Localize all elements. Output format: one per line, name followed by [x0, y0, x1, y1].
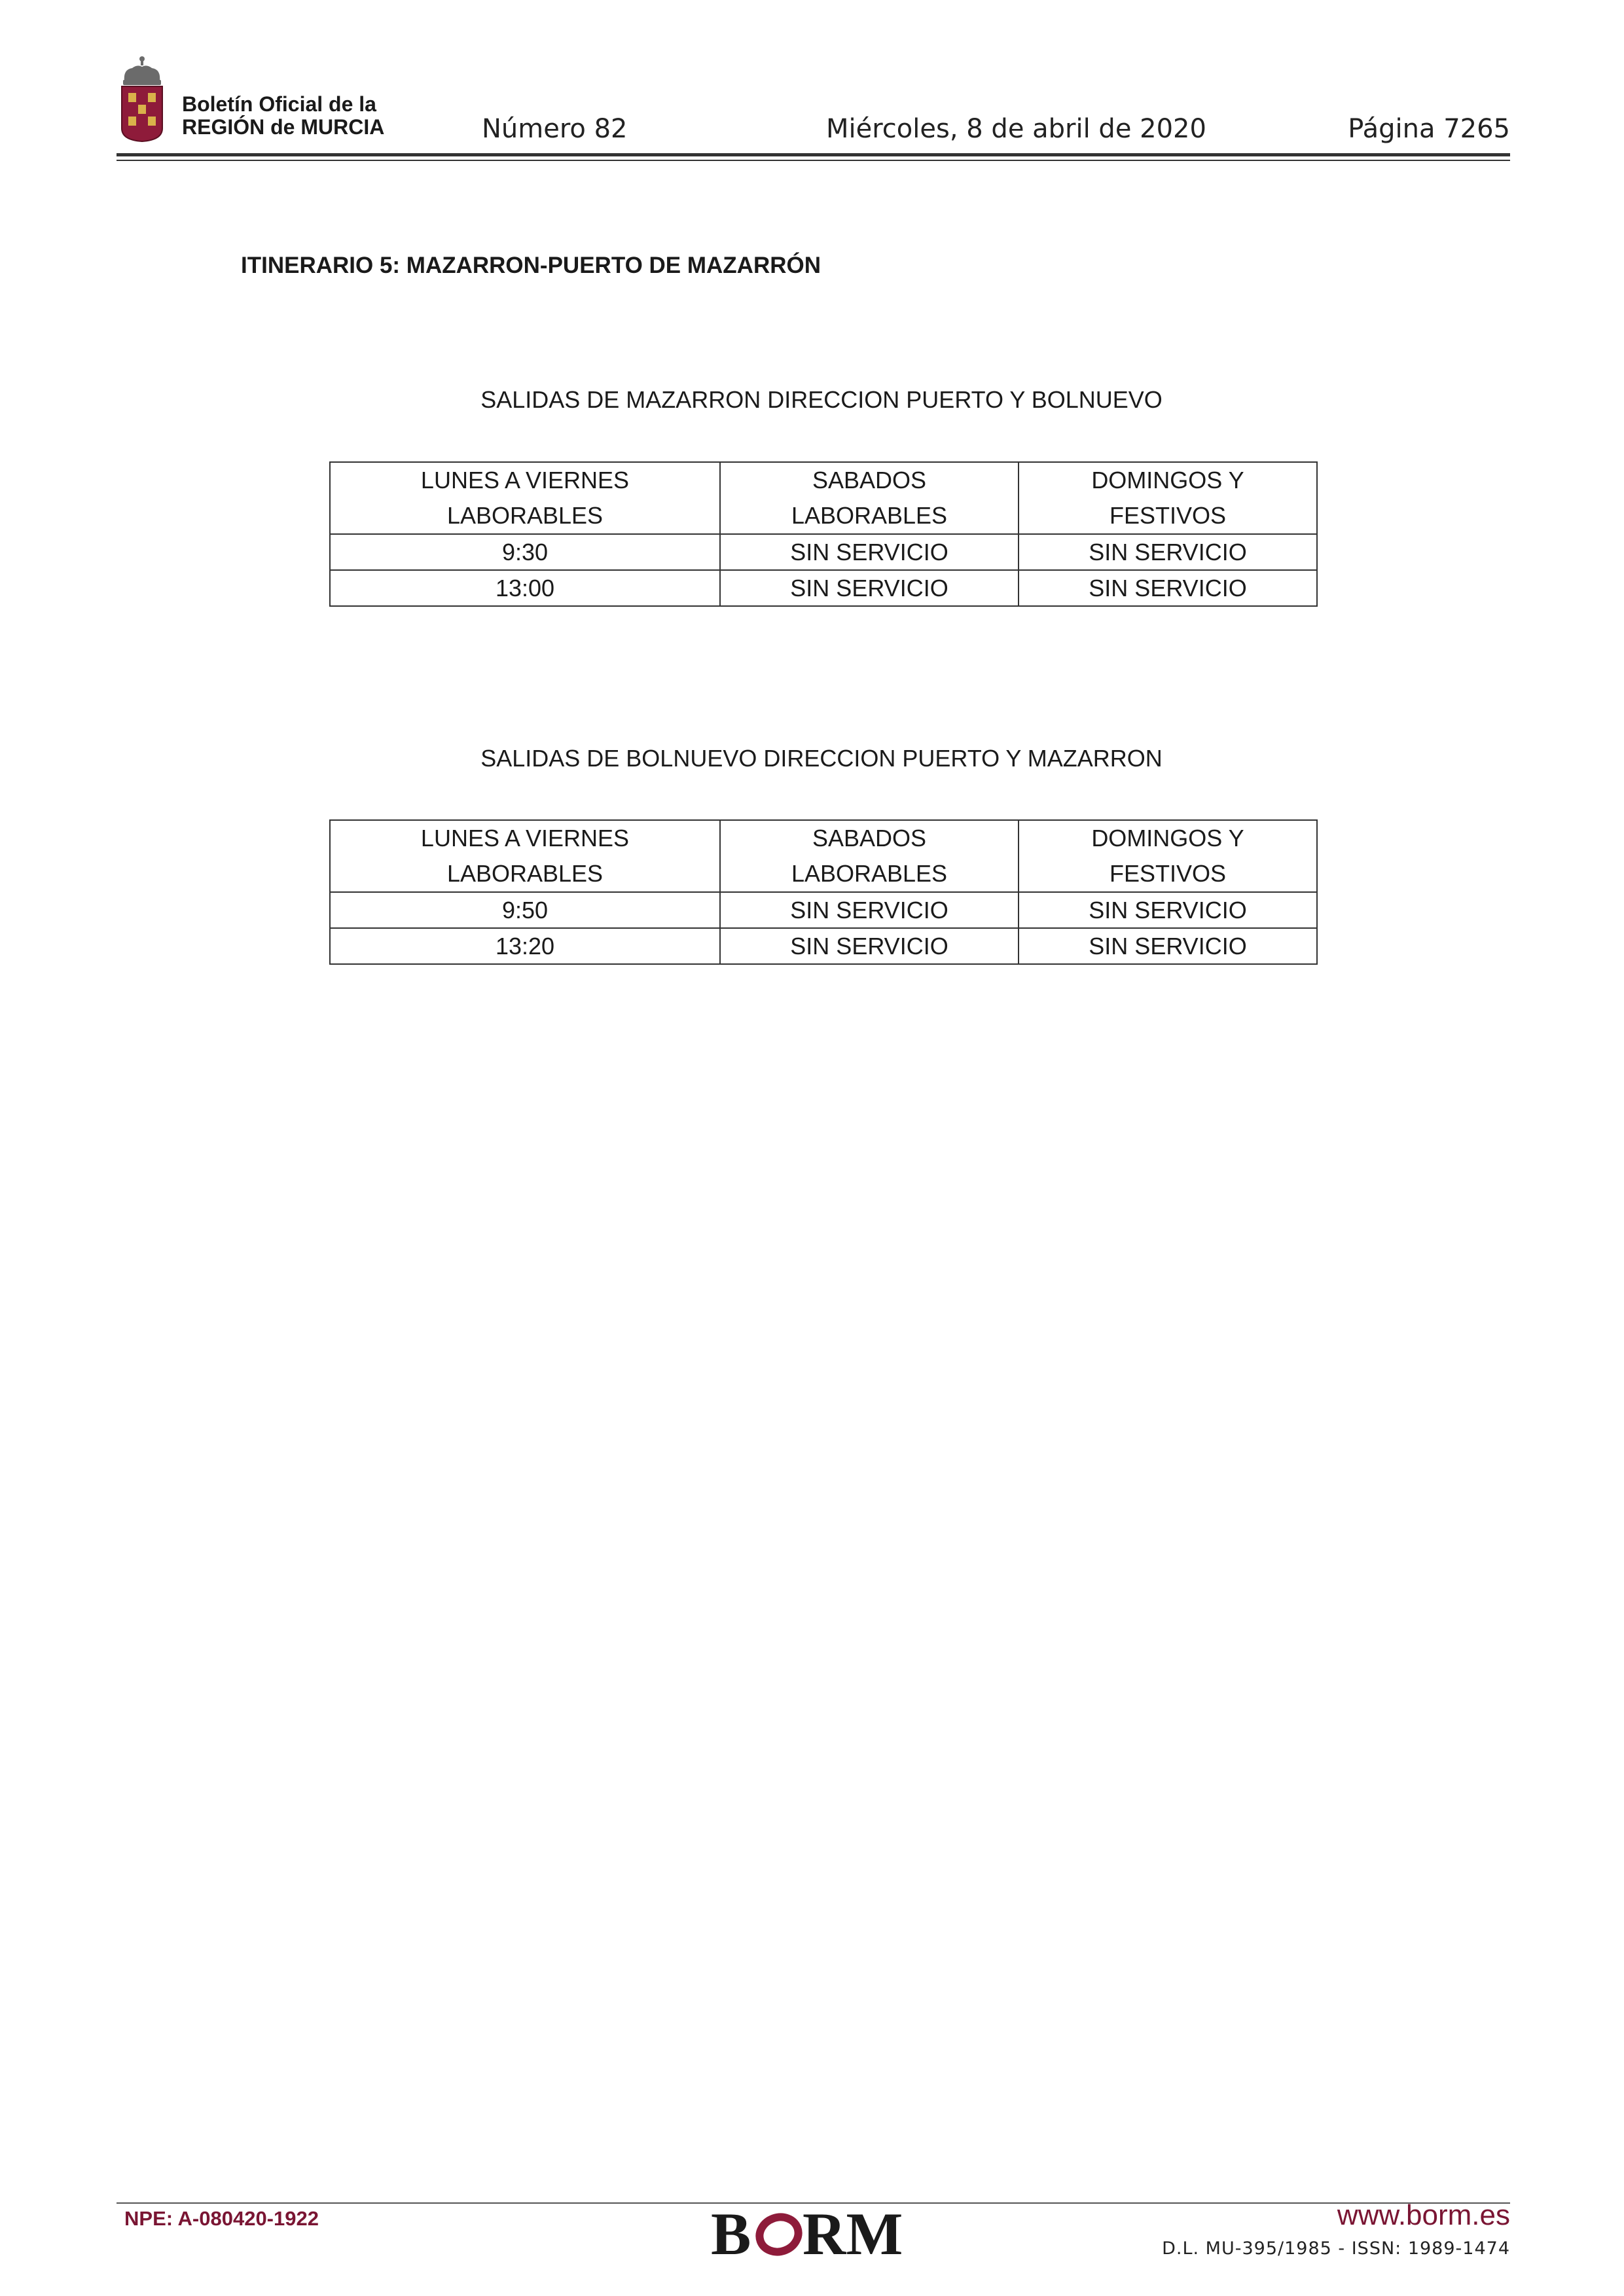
column-header-line: LABORABLES — [446, 860, 604, 887]
website-link[interactable]: www.borm.es — [1337, 2199, 1510, 2231]
column-header-line: LABORABLES — [446, 502, 604, 529]
table-cell: 13:20 — [330, 928, 720, 964]
brand-line-2: REGIÓN de MURCIA — [182, 115, 385, 139]
page-title: ITINERARIO 5: MAZARRON-PUERTO DE MAZARRÓN — [241, 253, 821, 278]
region-murcia-coat-of-arms-icon — [118, 55, 166, 143]
table-header-row — [330, 820, 1317, 892]
header-rule-thin — [117, 160, 1510, 161]
svg-text:RM: RM — [803, 2203, 903, 2262]
table-row — [330, 534, 1317, 570]
legal-deposit: D.L. MU-395/1985 - ISSN: 1989-1474 — [1162, 2238, 1510, 2259]
table-row — [330, 928, 1317, 964]
table-cell: SIN SERVICIO — [720, 534, 1019, 570]
table-row — [330, 892, 1317, 928]
table-cell: SIN SERVICIO — [720, 892, 1019, 928]
table-cell: SIN SERVICIO — [1019, 534, 1317, 570]
svg-text:B: B — [711, 2203, 751, 2262]
column-header — [330, 820, 720, 892]
table-cell: SIN SERVICIO — [720, 570, 1019, 606]
table-1-caption: SALIDAS DE MAZARRON DIRECCION PUERTO Y BOLNUEVO — [480, 386, 1163, 413]
column-header-line: SABADOS — [812, 467, 927, 493]
table-cell: SIN SERVICIO — [1019, 892, 1317, 928]
issue-date: Miércoles, 8 de abril de 2020 — [826, 114, 1206, 144]
table-cell: 9:30 — [330, 534, 720, 570]
column-header — [1019, 820, 1317, 892]
brand-name — [182, 93, 384, 139]
column-header-line: DOMINGOS Y — [1091, 467, 1244, 493]
table-cell: SIN SERVICIO — [720, 928, 1019, 964]
table-cell: SIN SERVICIO — [1019, 570, 1317, 606]
header-rule-thick — [117, 153, 1510, 156]
table-row — [330, 570, 1317, 606]
column-header-line: FESTIVOS — [1109, 502, 1227, 529]
issue-number: Número 82 — [482, 114, 628, 144]
schedule-table-1 — [329, 461, 1318, 607]
column-header-line: LUNES A VIERNES — [420, 467, 630, 493]
column-header-line: LABORABLES — [791, 502, 948, 529]
column-header — [330, 462, 720, 534]
column-header — [720, 462, 1019, 534]
table-cell: SIN SERVICIO — [1019, 928, 1317, 964]
column-header-line: SABADOS — [812, 825, 927, 852]
table-cell: 13:00 — [330, 570, 720, 606]
column-header-line: LABORABLES — [791, 860, 948, 887]
table-2-caption: SALIDAS DE BOLNUEVO DIRECCION PUERTO Y MAZARRON — [480, 745, 1163, 772]
page-number: Página 7265 — [1348, 114, 1510, 144]
table-header-row — [330, 462, 1317, 534]
column-header-line: LUNES A VIERNES — [420, 825, 630, 852]
column-header-line: DOMINGOS Y — [1091, 825, 1244, 852]
borm-logo-icon — [711, 2203, 920, 2262]
table-cell: 9:50 — [330, 892, 720, 928]
npe-code: NPE: A-080420-1922 — [124, 2207, 319, 2230]
brand-line-1: Boletín Oficial de la — [182, 92, 376, 116]
column-header — [720, 820, 1019, 892]
schedule-table-2 — [329, 819, 1318, 965]
column-header — [1019, 462, 1317, 534]
column-header-line: FESTIVOS — [1109, 860, 1227, 887]
